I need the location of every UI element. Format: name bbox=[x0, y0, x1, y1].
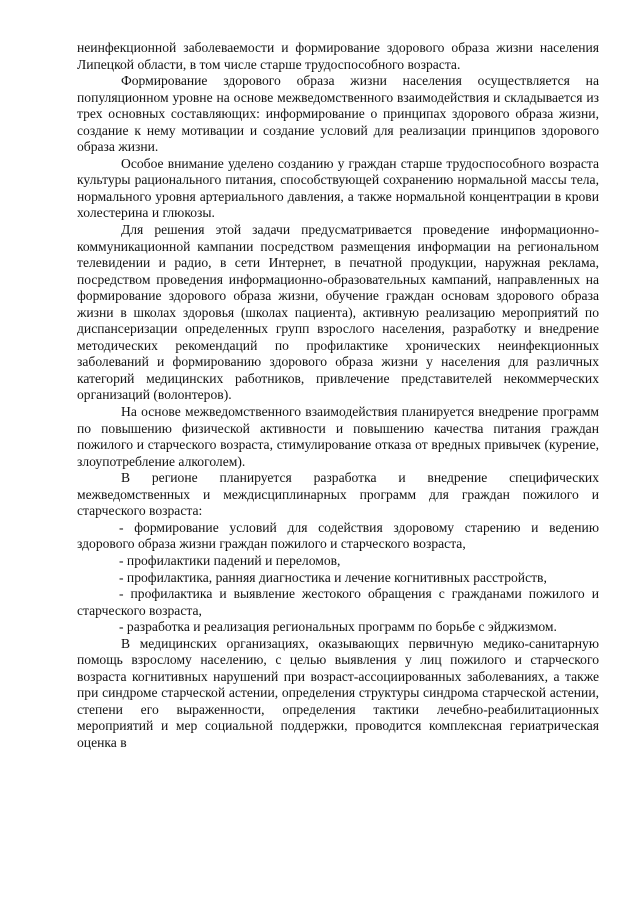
paragraph-regional-programs: В регионе планируется разработка и внедрение специфических межведомственных и междисциплинарных программ для граждан пожилого и старческого возраста: bbox=[77, 470, 599, 519]
paragraph-information-campaign: Для решения этой задачи предусматривается проведение информационно-коммуникационной кампании посредством размещения информации на региональном телевидении и радио, в сети Интернет, в печатной продукции, наружная реклама, посредством проведения информационно-образовательных кампаний, направленных на формирование здорового образа жизни, обучение граждан основам здорового образа жизни в школах здоровья (школах пациента), активную реализацию мероприятий по диспансеризации определенных групп взрослого населения, разработку и внедрение методических рекомендаций по профилактике хронических неинфекционных заболеваний и формированию здорового образа жизни у населения для различных категорий медицинских работников, привлечение представителей некоммерческих организаций (волонтеров). bbox=[77, 222, 599, 403]
list-item: - профилактика и выявление жестокого обращения с гражданами пожилого и старческого возраста, bbox=[77, 586, 599, 618]
paragraph-geriatric-assessment: В медицинских организациях, оказывающих первичную медико-санитарную помощь взрослому населению, с целью выявления у лиц пожилого и старческого возраста когнитивных нарушений при возраст-ассоциированных заболеваниях, а также при синдроме старческой астении, определения структуры синдрома старческой астении, степени его выраженности, определения тактики лечебно-реабилитационных мероприятий и мер социальной поддержки, проводится комплексная гериатрическая оценка в bbox=[77, 635, 599, 750]
document-page bbox=[77, 40, 599, 752]
list-item: - профилактика, ранняя диагностика и лечение когнитивных расстройств, bbox=[119, 569, 547, 585]
paragraph-healthy-lifestyle: Формирование здорового образа жизни населения осуществляется на популяционном уровне на основе межведомственного взаимодействия и складывается из трех основных составляющих: информирование о принципах здорового образа жизни, создание к нему мотивации и создание условий для реализации принципов здорового образа жизни. bbox=[77, 73, 599, 155]
paragraph-interagency-programs: На основе межведомственного взаимодействия планируется внедрение программ по повышению физической активности и повышению качества питания граждан пожилого и старческого возраста, стимулирование отказа от вредных привычек (курение, злоупотребление алкоголем). bbox=[77, 404, 599, 469]
paragraph-nutrition-culture: Особое внимание уделено созданию у граждан старше трудоспособного возраста культуры рационального питания, способствующей сохранению нормальной массы тела, нормального уровня артериального давления, а также нормальной концентрации в крови холестерина и глюкозы. bbox=[77, 155, 599, 221]
list-item: - профилактики падений и переломов, bbox=[119, 552, 341, 568]
list-item: - формирование условий для содействия здоровому старению и ведению здорового образа жизни граждан пожилого и старческого возраста, bbox=[77, 519, 599, 552]
paragraph-continuation: неинфекционной заболеваемости и формирование здорового образа жизни населения Липецкой области, в том числе старше трудоспособного возраста. bbox=[77, 40, 599, 72]
list-item: - разработка и реализация региональных программ по борьбе с эйджизмом. bbox=[119, 619, 557, 635]
